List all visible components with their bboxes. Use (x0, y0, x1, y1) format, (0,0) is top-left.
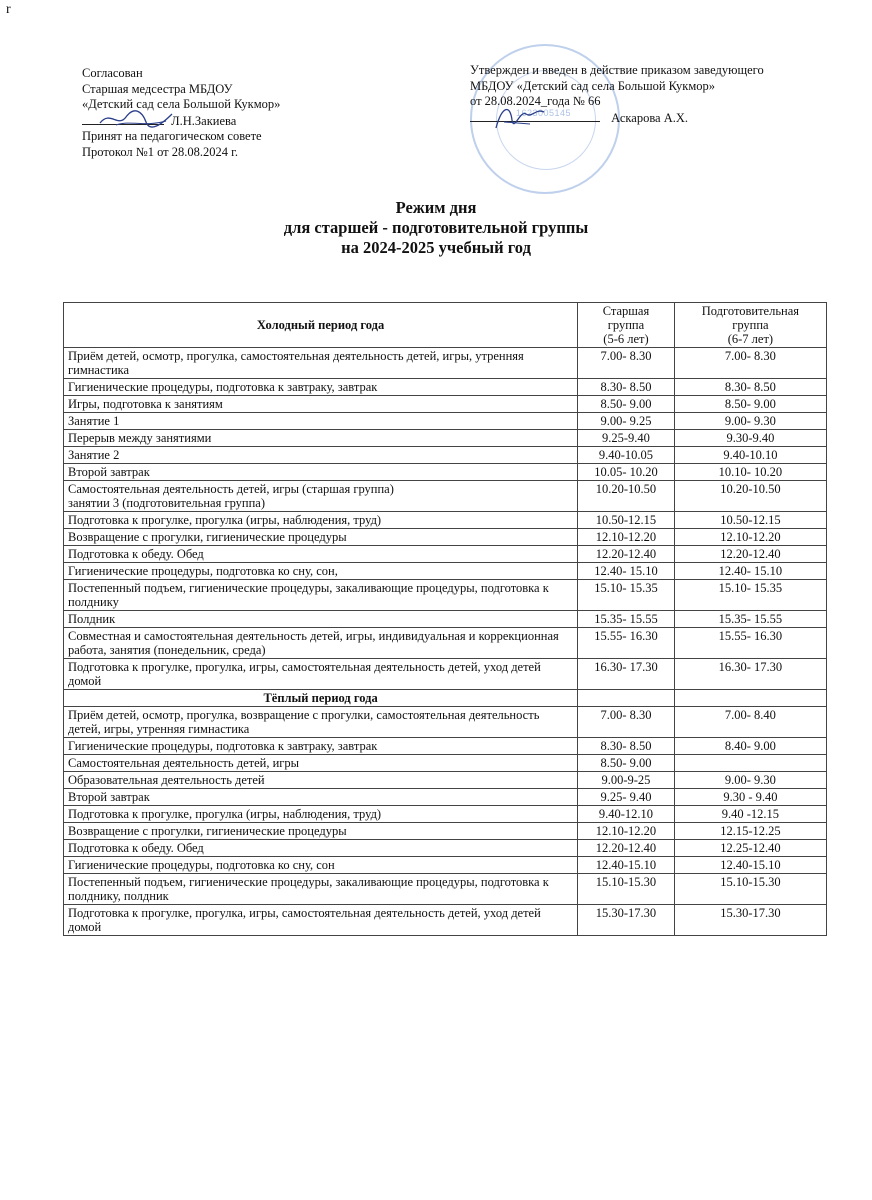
table-row (64, 628, 827, 659)
schedule-table (63, 302, 827, 936)
activity-cell: Самостоятельная деятельность детей, игры (старшая группа) занятии 3 (подготовительная группа) (64, 481, 578, 512)
approval-left-line-6: Протокол №1 от 28.08.2024 г. (82, 144, 238, 159)
activity-cell: Занятие 1 (64, 413, 578, 430)
approval-right-line-2: МБДОУ «Детский сад села Большой Кукмор» (470, 78, 716, 93)
approval-right-line-1: Утвержден и введен в действие приказом заведующего (470, 63, 764, 77)
senior-time-cell: 15.55- 16.30 (578, 628, 675, 659)
senior-group-header (578, 303, 675, 348)
activity-cell: Подготовка к обеду. Обед (64, 546, 578, 563)
approval-left-signature-row (82, 113, 382, 130)
activity-cell: Перерыв между занятиями (64, 430, 578, 447)
senior-time-cell: 7.00- 8.30 (578, 707, 675, 738)
table-row (64, 464, 827, 481)
table-row (64, 707, 827, 738)
prep-time-cell: 16.30- 17.30 (674, 659, 826, 690)
prep-time-cell: 15.10- 15.35 (674, 580, 826, 611)
activity-cell: Подготовка к обеду. Обед (64, 840, 578, 857)
activity-cell: Приём детей, осмотр, прогулка, возвращение с прогулки, самостоятельная деятельность детей, игры, утренняя гимнастика (64, 707, 578, 738)
prep-time-cell: 7.00- 8.30 (674, 348, 826, 379)
approval-right-line-3: от 28.08.2024_года № 66 (470, 94, 601, 108)
activity-cell: Второй завтрак (64, 464, 578, 481)
corner-mark: r (6, 2, 11, 17)
table-row (64, 379, 827, 396)
senior-time-cell: 10.05- 10.20 (578, 464, 675, 481)
senior-time-cell: 16.30- 17.30 (578, 659, 675, 690)
approval-left-line-3: «Детский сад села Большой Кукмор» (82, 97, 281, 111)
prep-time-cell: 9.00- 9.30 (674, 772, 826, 789)
table-row (64, 823, 827, 840)
approval-right-block (470, 63, 830, 126)
prep-time-cell: 9.30 - 9.40 (674, 789, 826, 806)
prep-time-cell: 7.00- 8.40 (674, 707, 826, 738)
senior-time-cell: 12.40- 15.10 (578, 563, 675, 580)
prep-time-cell: 12.15-12.25 (674, 823, 826, 840)
approval-left-block (82, 66, 382, 160)
table-row (64, 529, 827, 546)
prep-time-cell: 15.55- 16.30 (674, 628, 826, 659)
prep-header-line: (6-7 лет) (727, 332, 774, 346)
senior-time-cell: 15.35- 15.55 (578, 611, 675, 628)
empty-cell (578, 690, 675, 707)
table-row (64, 857, 827, 874)
senior-time-cell: 15.30-17.30 (578, 905, 675, 936)
senior-time-cell: 15.10- 15.35 (578, 580, 675, 611)
table-row (64, 772, 827, 789)
senior-time-cell: 15.10-15.30 (578, 874, 675, 905)
table-row (64, 659, 827, 690)
title-line-2: для старшей - подготовительной группы (283, 218, 589, 237)
senior-header-line: группа (607, 318, 645, 332)
prep-time-cell: 12.10-12.20 (674, 529, 826, 546)
warm-period-header: Тёплый период года (64, 690, 578, 707)
prep-time-cell: 15.10-15.30 (674, 874, 826, 905)
senior-time-cell: 8.30- 8.50 (578, 738, 675, 755)
prep-time-cell: 9.40-10.10 (674, 447, 826, 464)
warm-period-header-row (64, 690, 827, 707)
prep-time-cell: 8.30- 8.50 (674, 379, 826, 396)
table-row (64, 789, 827, 806)
table-row (64, 512, 827, 529)
senior-time-cell: 12.20-12.40 (578, 840, 675, 857)
activity-cell: Гигиенические процедуры, подготовка ко сну, сон (64, 857, 578, 874)
prep-time-cell: 10.10- 10.20 (674, 464, 826, 481)
senior-time-cell: 9.00-9-25 (578, 772, 675, 789)
signature-underline (470, 110, 600, 122)
prep-time-cell: 12.40-15.10 (674, 857, 826, 874)
senior-time-cell: 12.40-15.10 (578, 857, 675, 874)
activity-cell: Полдник (64, 611, 578, 628)
table-row (64, 447, 827, 464)
activity-cell: Возвращение с прогулки, гигиенические процедуры (64, 529, 578, 546)
cold-period-body (64, 348, 827, 690)
table-row (64, 905, 827, 936)
activity-cell: Подготовка к прогулке, прогулка, игры, самостоятельная деятельность детей, уход детей домой (64, 905, 578, 936)
prep-time-cell: 9.40 -12.15 (674, 806, 826, 823)
activity-cell: Постепенный подъем, гигиенические процедуры, закаливающие процедуры, подготовка к полднику, полдник (64, 874, 578, 905)
title-line-3: на 2024-2025 учебный год (341, 238, 531, 257)
activity-cell: Самостоятельная деятельность детей, игры (64, 755, 578, 772)
activity-cell: Гигиенические процедуры, подготовка к завтраку, завтрак (64, 379, 578, 396)
table-row (64, 430, 827, 447)
activity-cell: Второй завтрак (64, 789, 578, 806)
table-row (64, 413, 827, 430)
prep-group-header (674, 303, 826, 348)
prep-time-cell: 9.30-9.40 (674, 430, 826, 447)
table-header-row (64, 303, 827, 348)
prep-time-cell: 9.00- 9.30 (674, 413, 826, 430)
activity-cell: Игры, подготовка к занятиям (64, 396, 578, 413)
approval-left-line-2: Старшая медсестра МБДОУ (82, 81, 233, 96)
activity-cell: Постепенный подъем, гигиенические процедуры, закаливающие процедуры, подготовка к полднику (64, 580, 578, 611)
head-name: Аскарова А.Х. (611, 110, 689, 125)
table-row (64, 563, 827, 580)
document-title (0, 198, 872, 258)
senior-time-cell: 9.40-12.10 (578, 806, 675, 823)
prep-time-cell: 10.50-12.15 (674, 512, 826, 529)
senior-time-cell: 8.50- 9.00 (578, 396, 675, 413)
prep-time-cell: 8.40- 9.00 (674, 738, 826, 755)
empty-cell (674, 690, 826, 707)
prep-time-cell: 15.30-17.30 (674, 905, 826, 936)
nurse-name: Л.Н.Закиева (171, 113, 237, 128)
prep-header-line: группа (732, 318, 769, 332)
senior-time-cell: 9.40-10.05 (578, 447, 675, 464)
table-row (64, 396, 827, 413)
table-row (64, 611, 827, 628)
prep-time-cell: 12.25-12.40 (674, 840, 826, 857)
senior-time-cell: 10.20-10.50 (578, 481, 675, 512)
warm-period-body (64, 707, 827, 936)
table-row (64, 738, 827, 755)
senior-time-cell: 7.00- 8.30 (578, 348, 675, 379)
approval-left-line-5: Принят на педагогическом совете (82, 129, 262, 143)
senior-time-cell: 8.50- 9.00 (578, 755, 675, 772)
prep-header-line: Подготовительная (701, 304, 800, 318)
senior-header-line: Старшая (602, 304, 650, 318)
activity-cell: Образовательная деятельность детей (64, 772, 578, 789)
activity-cell: Возвращение с прогулки, гигиенические процедуры (64, 823, 578, 840)
activity-cell: Подготовка к прогулке, прогулка, игры, самостоятельная деятельность детей, уход детей домой (64, 659, 578, 690)
senior-time-cell: 12.10-12.20 (578, 823, 675, 840)
activity-cell: Подготовка к прогулке, прогулка (игры, наблюдения, труд) (64, 512, 578, 529)
approval-left-line-1: Согласован (82, 66, 143, 80)
activity-cell: Совместная и самостоятельная деятельность детей, игры, индивидуальная и коррекционная работа, занятия (понедельник, среда) (64, 628, 578, 659)
senior-time-cell: 8.30- 8.50 (578, 379, 675, 396)
senior-time-cell: 10.50-12.15 (578, 512, 675, 529)
prep-time-cell: 12.20-12.40 (674, 546, 826, 563)
table-row (64, 874, 827, 905)
prep-time-cell: 8.50- 9.00 (674, 396, 826, 413)
senior-time-cell: 12.20-12.40 (578, 546, 675, 563)
prep-time-cell: 12.40- 15.10 (674, 563, 826, 580)
table-row (64, 840, 827, 857)
activity-cell: Приём детей, осмотр, прогулка, самостоятельная деятельность детей, игры, утренняя гимнастика (64, 348, 578, 379)
activity-cell: Подготовка к прогулке, прогулка (игры, наблюдения, труд) (64, 806, 578, 823)
table-row (64, 481, 827, 512)
signature-underline (82, 113, 164, 125)
warm-period-section (64, 690, 827, 707)
table-row (64, 755, 827, 772)
activity-cell: Гигиенические процедуры, подготовка ко сну, сон, (64, 563, 578, 580)
table-row (64, 546, 827, 563)
prep-time-cell: 15.35- 15.55 (674, 611, 826, 628)
table-row (64, 348, 827, 379)
cold-period-header: Холодный период года (64, 303, 578, 348)
prep-time-cell (674, 755, 826, 772)
senior-time-cell: 12.10-12.20 (578, 529, 675, 546)
title-line-1: Режим дня (395, 198, 477, 217)
activity-cell: Занятие 2 (64, 447, 578, 464)
activity-cell: Гигиенические процедуры, подготовка к завтраку, завтрак (64, 738, 578, 755)
senior-header-line: (5-6 лет) (603, 332, 649, 346)
table-row (64, 806, 827, 823)
table-row (64, 580, 827, 611)
senior-time-cell: 9.00- 9.25 (578, 413, 675, 430)
senior-time-cell: 9.25-9.40 (578, 430, 675, 447)
senior-time-cell: 9.25- 9.40 (578, 789, 675, 806)
approval-right-signature-row (470, 110, 830, 127)
stamp-text: 1623005145 (516, 108, 572, 118)
prep-time-cell: 10.20-10.50 (674, 481, 826, 512)
